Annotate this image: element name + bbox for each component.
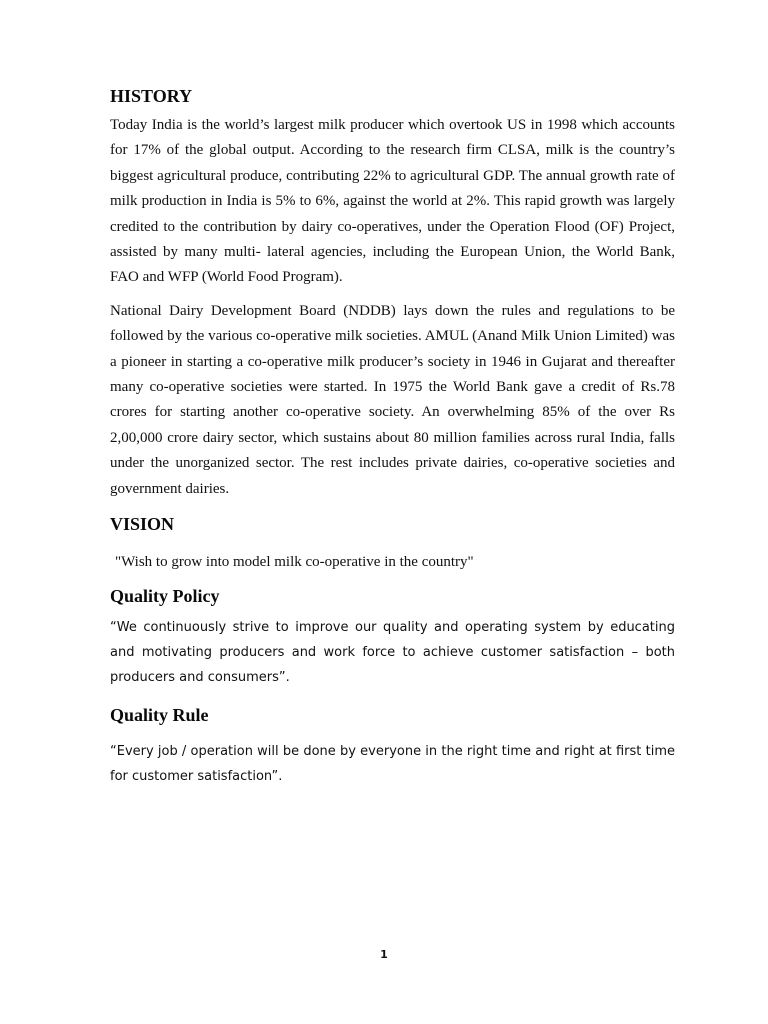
vision-statement: "Wish to grow into model milk co-operative in the country": [115, 554, 474, 571]
history-paragraph-1: Today India is the world’s largest milk producer which overtook US in 1998 which accounts for 17% of the global output. According to the research firm CLSA, milk is the country’s biggest agricultural produce, contributing 22% to agricultural GDP. The annual growth rate of milk production in India is 5% to 6%, against the world at 2%. This rapid growth was largely credited to the contribution by dairy co-operatives, under the Operation Flood (OF) Project, assisted by many multi- lateral agencies, including the European Union, the World Bank, FAO and WFP (World Food Program).: [110, 117, 675, 286]
page-number: 1: [380, 948, 388, 961]
vision-heading: VISION: [110, 514, 175, 535]
quality-policy-heading: Quality Policy: [110, 585, 220, 606]
history-heading: HISTORY: [110, 86, 193, 106]
history-paragraph-2: National Dairy Development Board (NDDB) lays down the rules and regulations to be followed by the various co-operative milk societies. AMUL (Anand Milk Union Limited) was a pioneer in starting a co-operative milk producer’s society in 1946 in Gujarat and thereafter many co-operative societies were started. In 1975 the World Bank gave a credit of Rs.78 crores for starting another co-operative society. An overwhelming 85% of the over Rs 2,00,000 crore dairy sector, which sustains about 80 million families across rural India, falls under the unorganized sector. The rest includes private dairies, co-operative societies and government dairies.: [110, 302, 675, 497]
quality-policy-text: “We continuously strive to improve our quality and operating system by educating and motivating producers and work force to achieve customer satisfaction – both producers and consumers”.: [110, 619, 675, 686]
document-page: [110, 84, 675, 790]
quality-rule-text: “Every job / operation will be done by everyone in the right time and right at first time for customer satisfaction”.: [110, 743, 675, 785]
quality-rule-heading: Quality Rule: [110, 704, 209, 725]
